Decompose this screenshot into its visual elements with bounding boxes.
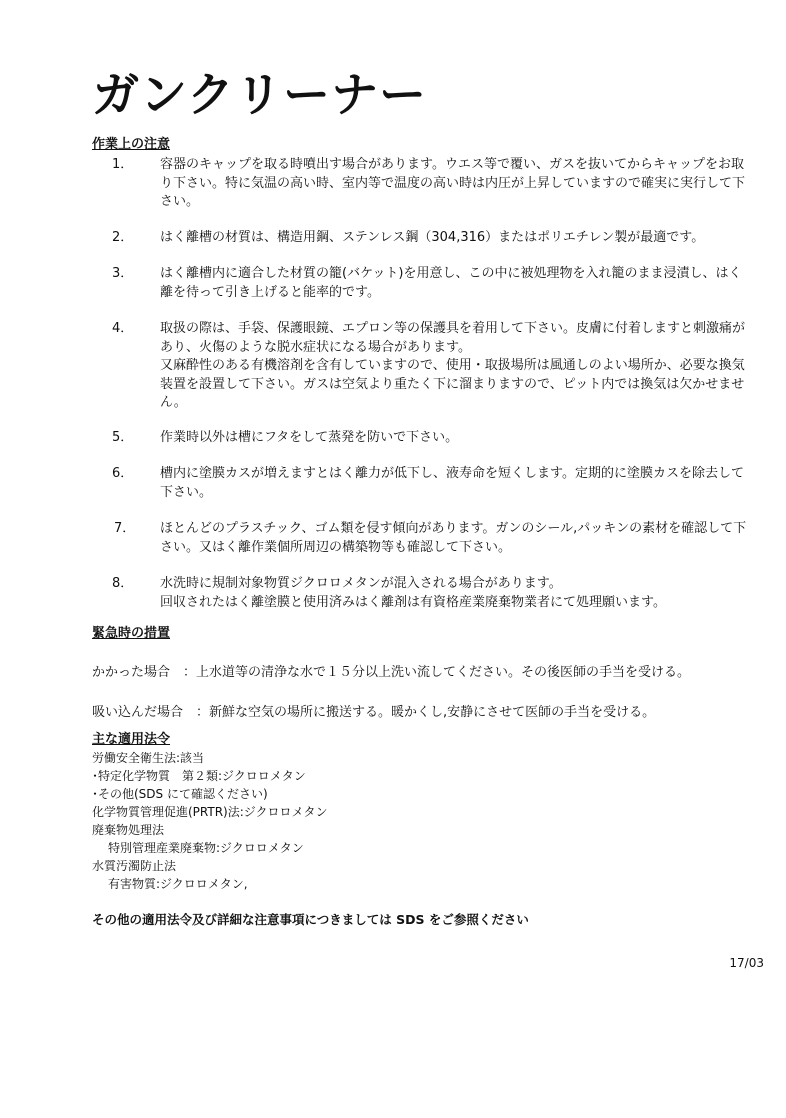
precaution-number-3: 3． <box>112 266 134 281</box>
precaution-number-1: 1． <box>112 157 134 172</box>
precaution-text: 回収されたはく離塗膜と使用済みはく離剤は有資格産業廃棄物業者にて処理願います。 <box>160 594 666 610</box>
law-line: 廃棄物処理法 <box>92 823 165 837</box>
sds-reference-note: その他の適用法令及び詳細な注意事項につきましては SDS をご参照ください <box>92 912 529 927</box>
precaution-number-8: 8． <box>112 576 134 591</box>
document-title: ガンクリーナー <box>92 68 428 123</box>
precaution-item-5 <box>160 429 750 448</box>
precaution-text: はく離槽の材質は、構造用鋼、ステンレス鋼（304,316）またはポリエチレン製が最適です。 <box>160 230 705 245</box>
precaution-number-6: 6． <box>112 466 134 481</box>
page-code: 17/03 <box>729 956 764 970</box>
emergency-skin-contact: かかった場合 ：上水道等の清浄な水で１５分以上洗い流してください。その後医師の手当を受ける。 <box>92 665 691 680</box>
law-line: 水質汚濁防止法 <box>92 859 177 873</box>
precaution-item-3 <box>160 265 750 302</box>
precautions-heading: 作業上の注意 <box>92 137 171 152</box>
precaution-text: ほとんどのプラスチック、ゴム類を侵す傾向があります。ガンのシール,パッキンの素材を確認して下さい。又はく離作業個所周辺の構築物等も確認して下さい。 <box>160 521 747 555</box>
precaution-item-6 <box>160 465 750 502</box>
precaution-number-4: 4． <box>112 321 134 336</box>
law-line: 特別管理産業廃棄物:ジクロロメタン <box>108 841 304 855</box>
emergency-heading: 緊急時の措置 <box>92 626 171 641</box>
precaution-text: 又麻酔性のある有機溶剤を含有していますので、使用・取扱場所は風通しのよい場所か、必要な換気装置を設置して下さい。ガスは空気より重たく下に溜まりますので、ピット内では換気は欠かせません。 <box>160 358 745 410</box>
precaution-text: はく離槽内に適合した材質の籠(バケット)を用意し、この中に被処理物を入れ籠のまま浸漬し、はく離を待って引き上げると能率的です。 <box>160 266 742 300</box>
precaution-number-7: 7． <box>114 521 136 536</box>
precaution-text: 取扱の際は、手袋、保護眼鏡、エプロン等の保護具を着用して下さい。皮膚に付着しますと刺激痛があり、火傷のような脱水症状になる場合があります。 <box>160 321 746 355</box>
law-line: 労働安全衛生法:該当 <box>92 751 205 765</box>
precaution-number-5: 5． <box>112 430 134 445</box>
law-line: ･その他(SDS にて確認ください) <box>92 787 268 801</box>
laws-heading: 主な適用法令 <box>92 732 171 747</box>
law-line: 有害物質:ジクロロメタン, <box>108 877 248 891</box>
precaution-text: 水洗時に規制対象物質ジクロロメタンが混入される場合があります。 <box>160 576 562 591</box>
law-line: 化学物質管理促進(PRTR)法:ジクロロメタン <box>92 805 328 819</box>
precaution-item-7 <box>160 520 750 557</box>
law-line: ･特定化学物質 第２類:ジクロロメタン <box>92 769 306 783</box>
precaution-item-8 <box>160 575 750 612</box>
precaution-item-2 <box>160 229 750 248</box>
precaution-item-1 <box>160 156 750 212</box>
precaution-text: 容器のキャップを取る時噴出す場合があります。ウエス等で覆い、ガスを抜いてからキャップをお取り下さい。特に気温の高い時、室内等で温度の高い時は内圧が上昇していますので確実に実行して下さい。 <box>160 157 746 209</box>
precaution-text: 槽内に塗膜カスが増えますとはく離力が低下し、液寿命を短くします。定期的に塗膜カスを除去して下さい。 <box>160 466 744 500</box>
emergency-inhalation: 吸い込んだ場合 ：新鮮な空気の場所に搬送する。暖かくし,安静にさせて医師の手当を受ける。 <box>92 705 656 720</box>
precaution-item-4 <box>160 320 750 413</box>
precaution-number-2: 2． <box>112 230 134 245</box>
precaution-text: 作業時以外は槽にフタをして蒸発を防いで下さい。 <box>160 430 459 445</box>
